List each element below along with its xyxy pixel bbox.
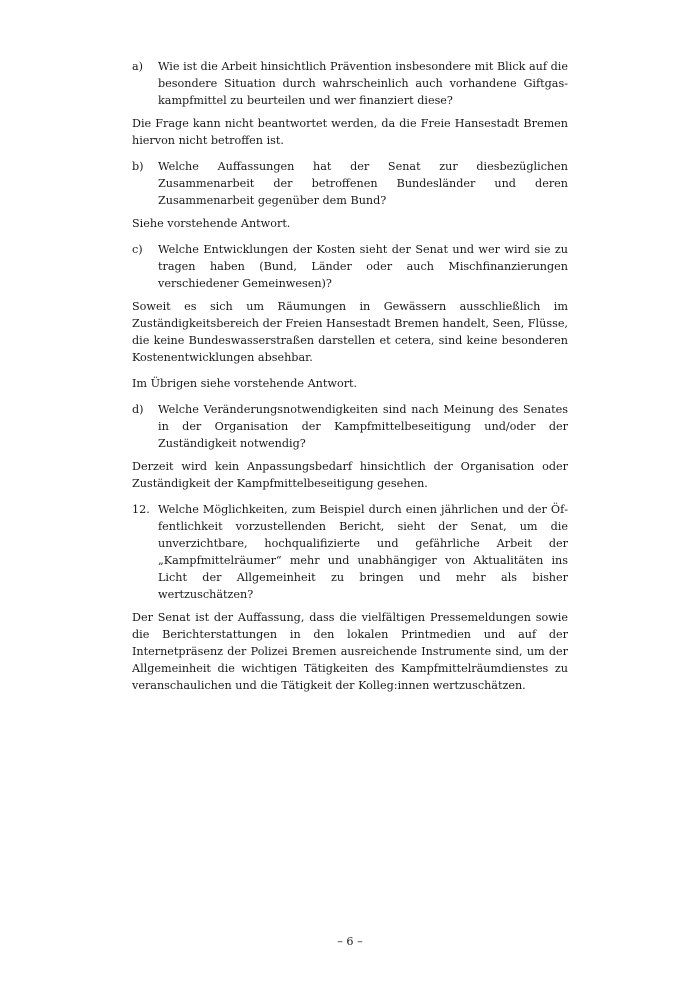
answer-b: Siehe vorstehende Antwort. bbox=[132, 217, 291, 230]
question-text: Welche Veränderungsnotwendigkeiten sind nach Meinung des Senates in der Organisation der Kampfmittelbeseitigung und/oder der Zuständigkeit notwendig? bbox=[158, 403, 568, 450]
document-body bbox=[132, 58, 568, 703]
question-a bbox=[132, 58, 568, 109]
answer-d: Derzeit wird kein Anpassungsbedarf hinsichtlich der Organisation oder Zuständigkeit der Kampfmittelbeseitigung gesehen. bbox=[132, 460, 568, 490]
question-text: Welche Möglichkeiten, zum Beispiel durch einen jährlichen und der Öffentlichkeit vorzustellenden Bericht, sieht der Senat, um die unverzichtbare, hochqualifizierte und gefährliche Arbeit der „Kampfmittelräumer“ mehr und unabhängiger von Aktualitäten ins Licht der Allgemeinheit zu bringen und mehr als bisher wertzuschätzen? bbox=[158, 503, 568, 601]
question-label: a) bbox=[132, 60, 144, 73]
answer-12: Der Senat ist der Auffassung, dass die vielfältigen Pressemeldungen sowie die Berichterstattungen in den lokalen Printmedien und auf der Internetpräsenz der Polizei Bremen ausreichende Instrumente sind, um der Allgemeinheit die wichtigen Tätigkeiten des Kampfmittelräumdienstes zu veranschaulichen und die Tätigkeit der Kolleg:innen wertzuschätzen. bbox=[132, 611, 568, 692]
question-text: Wie ist die Arbeit hinsichtlich Prävention insbesondere mit Blick auf die besondere Situation durch wahrscheinlich auch vorhandene Giftgaskampfmittel zu beurteilen und wer finanziert diese? bbox=[158, 60, 568, 107]
question-text: Welche Auffassungen hat der Senat zur diesbezüglichen Zusammenarbeit der betroffenen Bundesländer und deren Zusammenarbeit gegenüber dem Bund? bbox=[158, 160, 568, 207]
page-number: – 6 – bbox=[337, 935, 363, 948]
question-12 bbox=[132, 501, 568, 603]
answer-c: Soweit es sich um Räumungen in Gewässern ausschließlich im Zuständigkeitsbereich der Freien Hansestadt Bremen handelt, Seen, Flüsse, die keine Bundeswasserstraßen darstellen et cetera, sind keine besonderen Kostenentwicklungen absehbar. bbox=[132, 300, 568, 364]
question-label: c) bbox=[132, 243, 143, 256]
question-text: Welche Entwicklungen der Kosten sieht der Senat und wer wird sie zu tragen haben (Bund, Länder oder auch Mischfinanzierungen verschiedener Gemeinwesen)? bbox=[158, 243, 568, 290]
question-label: b) bbox=[132, 160, 144, 173]
question-label: 12. bbox=[132, 503, 150, 516]
question-b bbox=[132, 158, 568, 209]
answer-a: Die Frage kann nicht beantwortet werden, da die Freie Hansestadt Bremen hiervon nicht betroffen ist. bbox=[132, 117, 568, 147]
question-c bbox=[132, 241, 568, 292]
question-d bbox=[132, 401, 568, 452]
question-label: d) bbox=[132, 403, 144, 416]
answer-c-addendum: Im Übrigen siehe vorstehende Antwort. bbox=[132, 377, 358, 390]
